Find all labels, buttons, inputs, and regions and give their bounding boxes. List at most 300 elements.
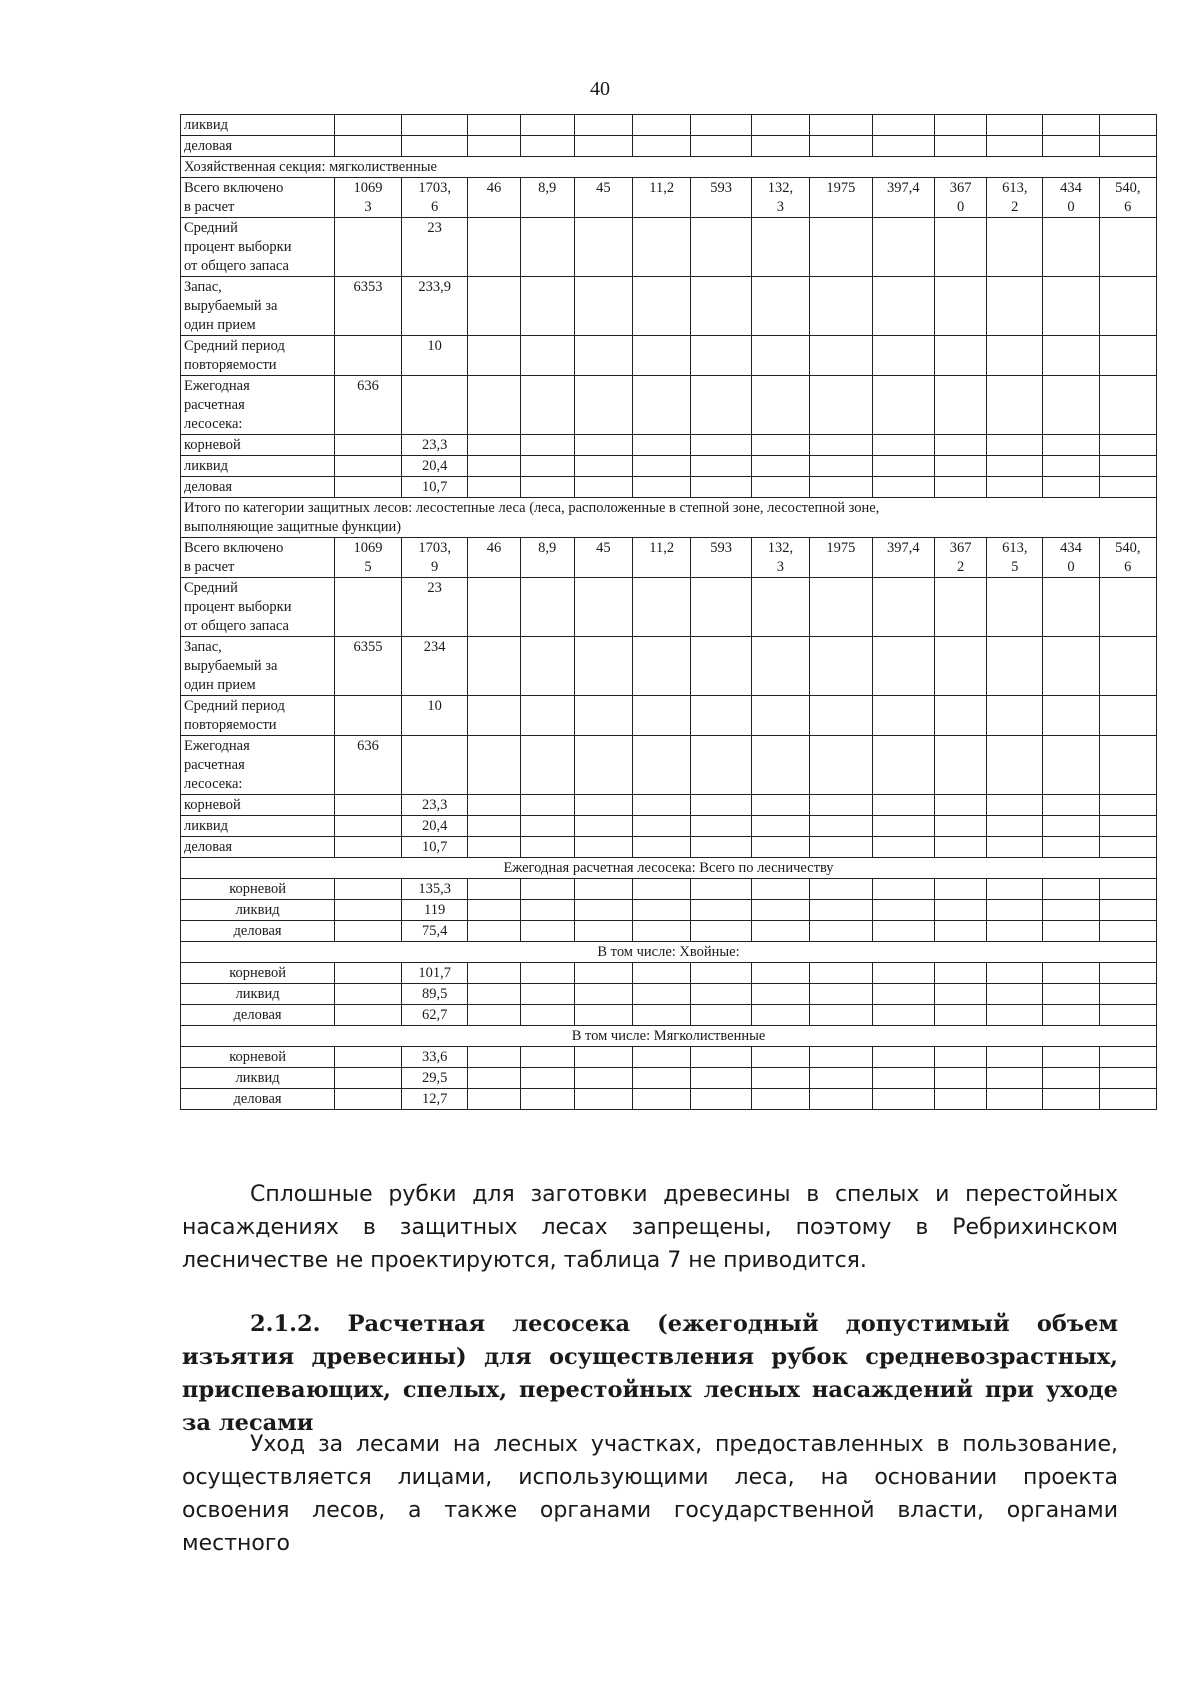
table-cell <box>335 115 402 136</box>
table-cell <box>1043 736 1099 795</box>
table-cell <box>401 376 468 435</box>
table-row <box>181 736 1157 795</box>
table-cell <box>810 921 872 942</box>
table-cell: 33,6 <box>401 1047 468 1068</box>
row-label: Всего включено в расчет <box>181 538 335 578</box>
table-cell <box>691 277 751 336</box>
table-cell <box>468 456 520 477</box>
table-cell <box>872 1089 934 1110</box>
row-label: корневой <box>181 1047 335 1068</box>
table-cell <box>872 879 934 900</box>
table-cell <box>751 837 809 858</box>
table-cell: 62,7 <box>401 1005 468 1026</box>
table-cell <box>335 879 402 900</box>
table-cell: 101,7 <box>401 963 468 984</box>
table-cell <box>574 336 632 376</box>
table-cell <box>935 336 987 376</box>
table-cell <box>1099 435 1156 456</box>
table-cell <box>335 1089 402 1110</box>
table-cell <box>574 1047 632 1068</box>
table-cell <box>520 1047 574 1068</box>
table-cell <box>691 795 751 816</box>
table-row <box>181 376 1157 435</box>
table-cell <box>691 1005 751 1026</box>
table-cell <box>335 1068 402 1089</box>
table-cell <box>1043 435 1099 456</box>
table-cell <box>633 963 691 984</box>
table-row <box>181 637 1157 696</box>
table-cell <box>633 736 691 795</box>
table-row <box>181 921 1157 942</box>
table-cell: 45 <box>574 538 632 578</box>
table-cell <box>1043 376 1099 435</box>
table-cell <box>935 816 987 837</box>
table-cell <box>335 696 402 736</box>
table-cell <box>987 277 1043 336</box>
table-cell <box>520 696 574 736</box>
table-cell <box>872 984 934 1005</box>
table-cell <box>468 963 520 984</box>
table-cell <box>468 1068 520 1089</box>
page-number: 40 <box>590 78 610 100</box>
table-cell <box>691 900 751 921</box>
table-cell: 1975 <box>810 178 872 218</box>
table-cell <box>520 277 574 336</box>
section-heading-2-1-2: 2.1.2. Расчетная лесосека (ежегодный допустимый объем изъятия древесины) для осуществления рубок средневозрастных, приспевающих, спелых, перестойных лесных насаждений при уходе за лесами <box>182 1311 1118 1436</box>
table-cell <box>987 477 1043 498</box>
table-row <box>181 963 1157 984</box>
table-cell <box>335 435 402 456</box>
table-cell <box>935 277 987 336</box>
table-cell <box>520 921 574 942</box>
table-cell <box>691 336 751 376</box>
table-cell <box>751 336 809 376</box>
table-cell <box>691 637 751 696</box>
table-cell: 45 <box>574 178 632 218</box>
table-cell <box>1099 1089 1156 1110</box>
table-row <box>181 1047 1157 1068</box>
row-label: ликвид <box>181 456 335 477</box>
table-cell <box>751 984 809 1005</box>
table-cell <box>691 837 751 858</box>
table-cell <box>810 578 872 637</box>
table-cell <box>935 795 987 816</box>
table-cell <box>574 696 632 736</box>
table-cell <box>751 1068 809 1089</box>
table-cell <box>872 1047 934 1068</box>
table-cell <box>1099 736 1156 795</box>
table-cell <box>468 115 520 136</box>
table-cell <box>935 1089 987 1110</box>
table-cell <box>872 963 934 984</box>
table-cell: 8,9 <box>520 538 574 578</box>
table-cell <box>987 1089 1043 1110</box>
table-cell <box>520 900 574 921</box>
table-row <box>181 477 1157 498</box>
table-cell <box>987 637 1043 696</box>
table-cell <box>691 376 751 435</box>
table-cell <box>335 837 402 858</box>
table-cell <box>1099 984 1156 1005</box>
table-cell <box>574 277 632 336</box>
table-cell: 23,3 <box>401 435 468 456</box>
row-label: корневой <box>181 963 335 984</box>
table-cell <box>520 218 574 277</box>
table-cell <box>810 879 872 900</box>
table-cell <box>935 879 987 900</box>
table-cell: 1703, 6 <box>401 178 468 218</box>
table-cell <box>633 921 691 942</box>
table-cell: 75,4 <box>401 921 468 942</box>
table-cell: 593 <box>691 178 751 218</box>
table-cell <box>633 984 691 1005</box>
table-cell <box>574 456 632 477</box>
table-cell <box>1099 1005 1156 1026</box>
table-cell <box>872 637 934 696</box>
table-cell <box>574 376 632 435</box>
table-cell <box>1043 1068 1099 1089</box>
row-label: Ежегодная расчетная лесосека: <box>181 736 335 795</box>
table-cell <box>468 336 520 376</box>
table-cell <box>335 900 402 921</box>
table-cell <box>520 136 574 157</box>
table-row <box>181 136 1157 157</box>
row-label: ликвид <box>181 900 335 921</box>
table-cell <box>872 795 934 816</box>
table-cell: 613, 5 <box>987 538 1043 578</box>
table-cell <box>335 578 402 637</box>
table-cell: 397,4 <box>872 178 934 218</box>
table-cell <box>633 637 691 696</box>
table-cell: 636 <box>335 736 402 795</box>
table-cell <box>520 816 574 837</box>
table-cell <box>751 218 809 277</box>
table-cell <box>810 900 872 921</box>
table-cell <box>872 736 934 795</box>
table-cell <box>935 637 987 696</box>
table-cell <box>935 696 987 736</box>
table-cell <box>1043 696 1099 736</box>
table-cell <box>810 277 872 336</box>
table-cell <box>1099 136 1156 157</box>
table-cell <box>520 376 574 435</box>
table-cell <box>1043 1089 1099 1110</box>
table-cell <box>633 837 691 858</box>
table-cell <box>574 963 632 984</box>
table-cell <box>691 115 751 136</box>
table-cell <box>1043 1005 1099 1026</box>
table-cell <box>987 816 1043 837</box>
table-cell <box>872 336 934 376</box>
table-cell <box>401 736 468 795</box>
table-cell <box>935 435 987 456</box>
table-cell <box>987 984 1043 1005</box>
table-cell <box>574 1068 632 1089</box>
table-cell <box>401 115 468 136</box>
table-cell <box>574 578 632 637</box>
table-cell: 6353 <box>335 277 402 336</box>
table-cell <box>520 637 574 696</box>
row-label: Всего включено в расчет <box>181 178 335 218</box>
table-cell <box>751 963 809 984</box>
table-cell <box>935 921 987 942</box>
table-cell <box>935 115 987 136</box>
table-cell <box>520 578 574 637</box>
table-cell <box>633 136 691 157</box>
table-cell <box>935 376 987 435</box>
table-cell <box>872 115 934 136</box>
table-row <box>181 498 1157 538</box>
table-cell <box>691 1089 751 1110</box>
table-section-header: Хозяйственная секция: мягколиственные <box>181 157 1157 178</box>
table-cell: 20,4 <box>401 816 468 837</box>
table-cell <box>872 277 934 336</box>
table-cell <box>1043 816 1099 837</box>
table-cell <box>691 879 751 900</box>
table-cell <box>335 477 402 498</box>
table-cell <box>468 795 520 816</box>
table-cell: 636 <box>335 376 402 435</box>
table-cell <box>751 136 809 157</box>
table-cell <box>810 115 872 136</box>
allowable-cut-table <box>180 114 1157 1110</box>
table-cell <box>574 435 632 456</box>
table-cell <box>1099 963 1156 984</box>
table-cell <box>633 816 691 837</box>
row-label: деловая <box>181 1005 335 1026</box>
table-cell <box>468 376 520 435</box>
table-cell <box>1043 963 1099 984</box>
table-row <box>181 277 1157 336</box>
table-cell <box>751 578 809 637</box>
table-row <box>181 456 1157 477</box>
table-cell <box>520 736 574 795</box>
table-row <box>181 115 1157 136</box>
table-cell <box>987 900 1043 921</box>
table-cell <box>751 879 809 900</box>
table-cell <box>633 115 691 136</box>
table-row <box>181 984 1157 1005</box>
row-label: корневой <box>181 435 335 456</box>
table-cell: 233,9 <box>401 277 468 336</box>
table-cell <box>468 837 520 858</box>
table-cell <box>751 115 809 136</box>
table-row <box>181 157 1157 178</box>
row-label: Запас, вырубаемый за один прием <box>181 277 335 336</box>
table-cell <box>574 837 632 858</box>
table-cell <box>520 115 574 136</box>
table-cell <box>987 963 1043 984</box>
table-cell <box>987 456 1043 477</box>
table-cell <box>468 277 520 336</box>
table-cell <box>520 1005 574 1026</box>
table-cell <box>335 921 402 942</box>
table-cell <box>574 921 632 942</box>
row-label: Средний период повторяемости <box>181 696 335 736</box>
table-cell <box>335 136 402 157</box>
table-cell <box>468 136 520 157</box>
table-cell: 367 2 <box>935 538 987 578</box>
table-row <box>181 336 1157 376</box>
table-cell <box>633 435 691 456</box>
row-label: ликвид <box>181 115 335 136</box>
table-cell <box>468 736 520 795</box>
table-cell: 10,7 <box>401 477 468 498</box>
table-cell <box>935 136 987 157</box>
table-cell <box>520 456 574 477</box>
table-cell <box>1099 578 1156 637</box>
table-row <box>181 1026 1157 1047</box>
table-cell <box>751 921 809 942</box>
table-cell <box>810 837 872 858</box>
table-cell: 132, 3 <box>751 178 809 218</box>
table-cell <box>751 816 809 837</box>
table-cell <box>633 578 691 637</box>
table-cell: 89,5 <box>401 984 468 1005</box>
table-cell <box>1043 115 1099 136</box>
table-cell <box>1043 795 1099 816</box>
table-cell <box>468 696 520 736</box>
table-cell: 234 <box>401 637 468 696</box>
table-cell <box>1099 696 1156 736</box>
table-cell <box>335 456 402 477</box>
table-cell <box>751 277 809 336</box>
table-cell <box>633 1068 691 1089</box>
table-cell <box>935 736 987 795</box>
table-cell: 1975 <box>810 538 872 578</box>
table-cell <box>574 816 632 837</box>
table-cell <box>810 1068 872 1089</box>
table-cell <box>691 696 751 736</box>
table-cell <box>872 921 934 942</box>
table-cell <box>872 376 934 435</box>
table-cell <box>520 1089 574 1110</box>
row-label: Средний процент выборки от общего запаса <box>181 218 335 277</box>
table-cell <box>633 456 691 477</box>
table-row <box>181 942 1157 963</box>
table-cell <box>751 456 809 477</box>
table-cell <box>810 1005 872 1026</box>
table-cell <box>633 795 691 816</box>
table-cell <box>633 696 691 736</box>
table-cell <box>468 1005 520 1026</box>
table-cell <box>468 435 520 456</box>
table-cell <box>574 637 632 696</box>
table-cell <box>935 1068 987 1089</box>
table-cell <box>751 637 809 696</box>
table-cell <box>1043 900 1099 921</box>
paragraph-forest-care: Уход за лесами на лесных участках, предоставленных в пользование, осуществляется лицами, использующими леса, на основании проекта освоения лесов, а также органами государственной власти, органами местного <box>182 1432 1118 1556</box>
table-cell <box>1043 477 1099 498</box>
table-cell <box>1043 984 1099 1005</box>
table-cell <box>1099 218 1156 277</box>
table-cell <box>935 456 987 477</box>
table-cell <box>1099 816 1156 837</box>
table-cell <box>1043 578 1099 637</box>
table-row <box>181 816 1157 837</box>
table-cell <box>633 336 691 376</box>
table-cell <box>520 963 574 984</box>
table-cell: 6355 <box>335 637 402 696</box>
table-cell <box>987 1068 1043 1089</box>
table-row <box>181 837 1157 858</box>
table-cell <box>468 900 520 921</box>
table-cell <box>872 1005 934 1026</box>
table-cell <box>935 984 987 1005</box>
table-cell <box>633 1089 691 1110</box>
table-cell: 540, 6 <box>1099 178 1156 218</box>
table-cell <box>468 984 520 1005</box>
table-cell <box>1099 900 1156 921</box>
table-cell <box>1099 879 1156 900</box>
table-cell <box>935 963 987 984</box>
table-cell <box>872 816 934 837</box>
table-cell <box>1043 277 1099 336</box>
table-cell <box>872 136 934 157</box>
table-cell <box>335 963 402 984</box>
table-cell <box>574 218 632 277</box>
table-cell <box>810 435 872 456</box>
table-cell <box>520 984 574 1005</box>
table-cell <box>633 900 691 921</box>
table-cell <box>810 1089 872 1110</box>
table-cell: 10,7 <box>401 837 468 858</box>
table-cell: 1069 3 <box>335 178 402 218</box>
table-cell <box>691 921 751 942</box>
row-label: Средний процент выборки от общего запаса <box>181 578 335 637</box>
table-cell <box>1043 218 1099 277</box>
table-cell: 119 <box>401 900 468 921</box>
table-row <box>181 1005 1157 1026</box>
table-cell <box>935 1047 987 1068</box>
table-cell <box>520 477 574 498</box>
table-cell: 29,5 <box>401 1068 468 1089</box>
table-cell <box>468 1089 520 1110</box>
table-cell <box>1099 795 1156 816</box>
table-cell <box>468 1047 520 1068</box>
table-cell <box>810 1047 872 1068</box>
table-cell <box>574 1089 632 1110</box>
table-cell: 11,2 <box>633 178 691 218</box>
table-cell <box>872 696 934 736</box>
table-row <box>181 1068 1157 1089</box>
table-cell: 12,7 <box>401 1089 468 1110</box>
table-cell <box>633 879 691 900</box>
table-cell <box>872 218 934 277</box>
row-label: деловая <box>181 136 335 157</box>
table-cell <box>935 218 987 277</box>
table-cell: 132, 3 <box>751 538 809 578</box>
table-cell <box>987 136 1043 157</box>
table-cell <box>574 1005 632 1026</box>
table-cell: 613, 2 <box>987 178 1043 218</box>
table-cell <box>691 578 751 637</box>
table-cell <box>520 1068 574 1089</box>
table-cell <box>691 963 751 984</box>
table-cell: 11,2 <box>633 538 691 578</box>
table-cell <box>751 376 809 435</box>
table-cell <box>574 736 632 795</box>
table-cell <box>335 795 402 816</box>
table-cell <box>691 435 751 456</box>
table-cell <box>520 879 574 900</box>
table-cell <box>810 218 872 277</box>
table-section-header: Итого по категории защитных лесов: лесостепные леса (леса, расположенные в степной зоне, лесостепной зоне, выполняющие защитные функции) <box>181 498 1157 538</box>
table-cell <box>574 795 632 816</box>
table-cell <box>1043 637 1099 696</box>
table-cell <box>935 837 987 858</box>
table-cell <box>335 218 402 277</box>
